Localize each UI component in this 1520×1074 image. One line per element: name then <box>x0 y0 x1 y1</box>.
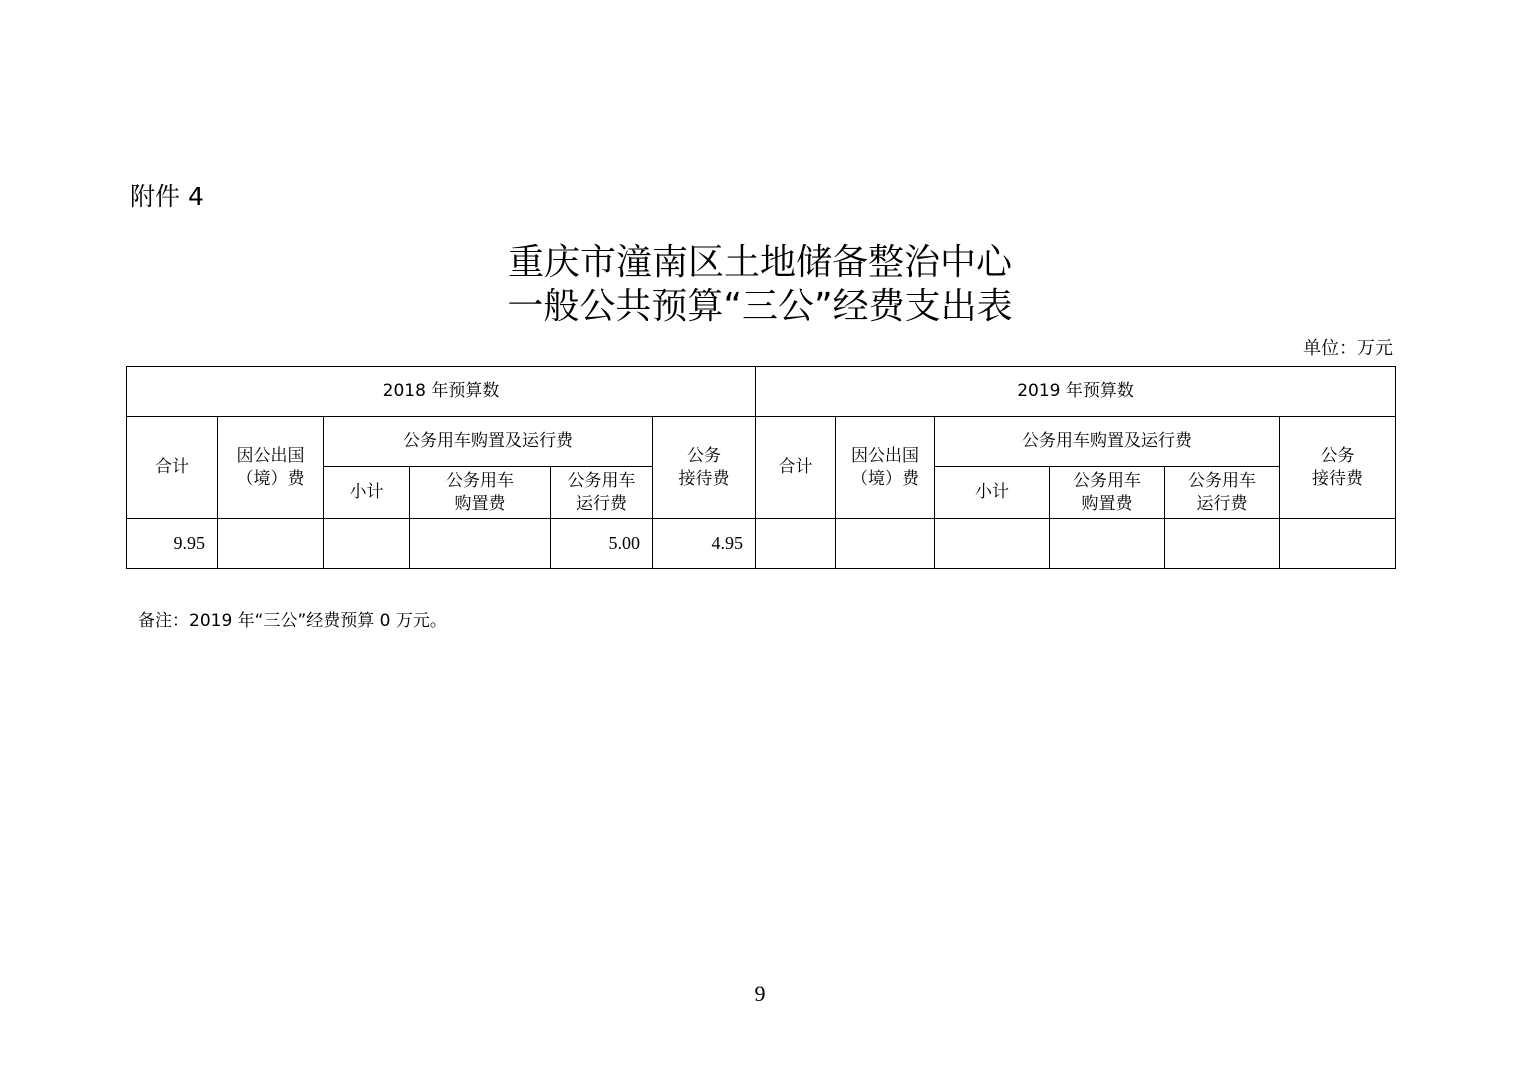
cell-operation-2019 <box>1165 519 1280 569</box>
budget-table <box>126 366 1396 569</box>
cell-subtotal-2019 <box>935 519 1050 569</box>
cell-purchase-2019 <box>1050 519 1165 569</box>
header-vehicle-group-2018: 公务用车购置及运行费 <box>324 417 653 467</box>
cell-abroad-2019 <box>836 519 935 569</box>
cell-total-2018: 9.95 <box>127 519 218 569</box>
header-abroad-2018: 因公出国 （境）费 <box>218 417 324 519</box>
page-title-line-1: 重庆市潼南区土地储备整治中心 <box>507 242 1012 283</box>
header-operation-2019: 公务用车 运行费 <box>1165 467 1280 519</box>
header-subtotal-2019: 小计 <box>935 467 1050 519</box>
page-title-line-2: 一般公共预算“三公”经费支出表 <box>507 286 1013 327</box>
cell-abroad-2018 <box>218 519 324 569</box>
year-header-2019: 2019 年预算数 <box>756 367 1396 417</box>
year-header-2018: 2018 年预算数 <box>127 367 756 417</box>
header-total-2019: 合计 <box>756 417 836 519</box>
cell-operation-2018: 5.00 <box>551 519 653 569</box>
cell-reception-2018: 4.95 <box>653 519 756 569</box>
header-abroad-2019: 因公出国 （境）费 <box>836 417 935 519</box>
footnote: 备注：2019 年“三公”经费预算 0 万元。 <box>138 611 447 631</box>
header-vehicle-group-2019: 公务用车购置及运行费 <box>935 417 1280 467</box>
cell-subtotal-2018 <box>324 519 410 569</box>
header-purchase-2018: 公务用车 购置费 <box>410 467 551 519</box>
cell-total-2019 <box>756 519 836 569</box>
cell-purchase-2018 <box>410 519 551 569</box>
header-operation-2018: 公务用车 运行费 <box>551 467 653 519</box>
header-subtotal-2018: 小计 <box>324 467 410 519</box>
header-total-2018: 合计 <box>127 417 218 519</box>
attachment-label: 附件 4 <box>130 182 204 211</box>
page-number: 9 <box>754 981 766 1006</box>
header-purchase-2019: 公务用车 购置费 <box>1050 467 1165 519</box>
unit-label: 单位：万元 <box>1303 338 1393 358</box>
table-row <box>127 519 1396 569</box>
cell-reception-2019 <box>1280 519 1396 569</box>
header-reception-2018: 公务 接待费 <box>653 417 756 519</box>
header-reception-2019: 公务 接待费 <box>1280 417 1396 519</box>
